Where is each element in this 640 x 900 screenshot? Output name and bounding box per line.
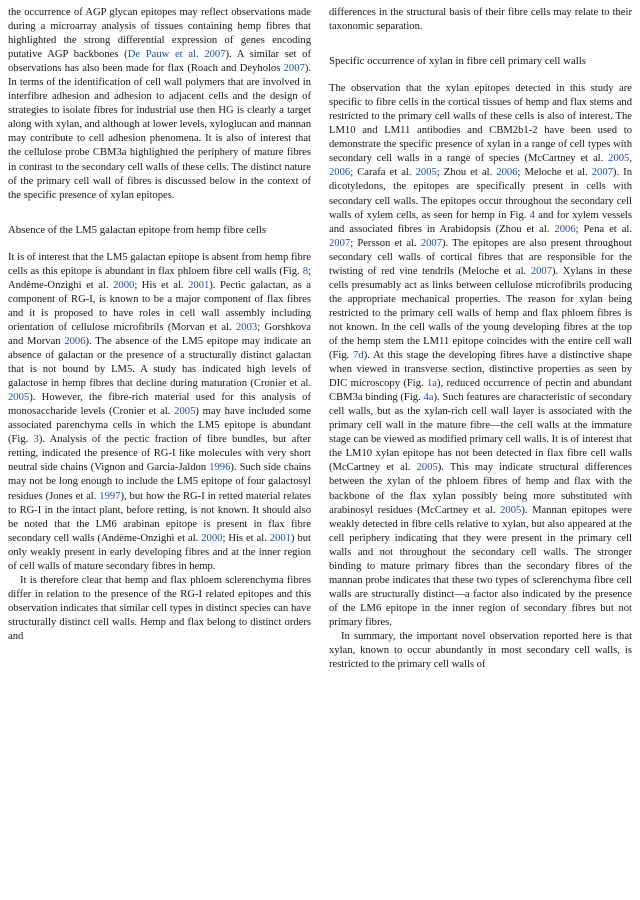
citation-link[interactable]: 2006 [329,167,351,179]
section-heading: Specific occurrence of xylan in fibre cell primary cell walls [329,55,586,68]
citation-link[interactable]: 2007 [591,167,613,179]
citation-link[interactable]: 2006 [554,223,576,235]
citation-link[interactable]: 2001 [269,532,291,544]
citation-link[interactable]: 2001 [188,279,210,291]
citation-link[interactable]: 2007 [530,265,552,277]
citation-link[interactable]: 1a [426,378,437,390]
citation-link[interactable]: 1996 [209,462,231,474]
paragraph: the occurrence of AGP glycan epitopes may reflect observations made during a microarray analysis of tissues containing hemp fibres that highlighted the strong differential expression of genes encoding putative AGP backbones (De Pauw et al. 2007). A similar set of observations has also been made for flax (Roach and Deyholos 2007). In terms of the identification of cell wall polymers that are involved in interfibre adhesion and adhesion to adjacent cells and the design of strategies to isolate fibres for industrial use then HG is clearly a target along with xylan, and although at lower levels, xyloglucan and mannan may contribute to cell adhesion phenomena. It is also of interest that the cellulose probe CBM3a highlighted the periphery of mature fibres in contrast to the secondary cell walls of these cells. The distinct nature of the primary cell wall of fibres is discussed below in the context of the specific presence of xylan epitopes. [8,7,311,201]
section-heading: Absence of the LM5 galactan epitope from hemp fibre cells [8,223,267,236]
citation-link[interactable]: 2005 [608,153,630,165]
citation-link[interactable]: 2005 [500,504,522,516]
citation-link[interactable]: 1997 [99,490,121,502]
citation-link[interactable]: De Pauw et al. 2007 [127,49,226,61]
citation-link[interactable]: 8 [302,265,309,277]
citation-link[interactable]: 2000 [113,279,135,291]
citation-link[interactable]: 2006 [496,167,518,179]
citation-link[interactable]: 2005 [8,392,30,404]
paragraph: The observation that the xylan epitopes detected in this study are specific to fibre cells in the cortical tissues of hemp and flax stems and restricted to the primary cell walls of these cells is also of interest. The LM10 and LM11 antibodies and CBM2b1-2 have been used to demonstrate the specific presence of xylan in a range of cell types with secondary cell walls in a range of species (McCartney et al. 2005, 2006; Carafa et al. 2005; Zhou et al. 2006; Meloche et al. 2007). In dicotyledons, the epitopes are specifically present in cells with secondary cell walls. The epitopes occur throughout the secondary cell walls of xylem cells, as seen for hemp in Fig. 4 and for xylem vessels and associated fibres in Arabidopsis (Zhou et al. 2006; Pena et al. 2007; Persson et al. 2007). The epitopes are also present throughout secondary cell walls of cortical fibres that are responsible for the twisting of red vine tendrils (Meloche et al. 2007). Xylans in these cells presumably act as links between cellulose microfibrils producing the appropriate mechanical properties. The reason for xylan being restricted to the primary cell walls of hemp and flax phloem fibres is not known. In the cell walls of the young developing fibres at the top of the hemp stem the LM11 epitope coincides with the entire cell wall (Fig. 7d). At this stage the developing fibres have a distinctive shape when viewed in transverse section, distinctive properties as seen by DIC microscopy (Fig. 1a), reduced occurrence of pectin and abundant CBM3a binding (Fig. 4a). Such features are characteristic of secondary cell walls, but as the xylan-rich cell wall layer is associated with the primary cell wall in the mature fibre—the cell walls at the immature stage can be viewed as modified primary cell walls. It is of interest that the LM10 xylan epitope has not been detected in flax fibre cell walls (McCartney et al. 2005). This may indicate structural differences between the xylan of the phloem fibres of hemp and flax with the backbone of the flax xylan possibly being more substituted with arabinosyl residues (McCartney et al. 2005). Mannan epitopes were weakly detected in fibre cells relative to xylan, but also appeared at the cell periphery indicating that they were present in the primary cell walls and not throughout the secondary cell walls. The stronger binding to mature primary fibres than the secondary fibres of the mannan probe indicates that these two types of sclerenchyma fibre cell walls are structurally distinct—a factor also indicated by the presence of the LM6 epitope in the inner region of secondary fibres but not primary fibres. [329,83,633,628]
paragraph: It is therefore clear that hemp and flax phloem sclerenchyma fibres differ in relation to the presence of the RG-I related epitopes and this observation indicates that similar cell types in distinct species can have structurally distinct cell walls. Hemp and flax belong to distinct orders and [8,574,311,642]
citation-link[interactable]: 2005 [174,406,196,418]
citation-link[interactable]: 2006 [64,335,86,347]
citation-link[interactable]: 2000 [201,532,223,544]
right-column [329,6,632,900]
citation-link[interactable]: 2005 [416,462,438,474]
citation-link[interactable]: 2005 [415,167,437,179]
paragraph: It is of interest that the LM5 galactan epitope is absent from hemp fibre cells as this epitope is abundant in flax phloem fibre cell walls (Fig. 8; Andème-Onzighi et al. 2000; His et al. 2001). Pectic galactan, as a component of RG-I, is known to be a major component of flax fibres and it is proposed to have roles in cell wall assembly including orientation of cellulose microfibrils (Morvan et al. 2003; Gorshkova and Morvan 2006). The absence of the LM5 epitope may indicate an absence of galactan or the presence of a structurally distinct galactan that is not bound by LM5. A study has indicated high levels of galactose in hemp fibres that decline during maturation (Cronier et al. 2005). However, the fibre-rich material used for this analysis of monosaccharide levels (Cronier et al. 2005) may have included some associated parenchyma cells in which the LM5 epitope is abundant (Fig. 3). Analysis of the pectic fraction of fibre bundles, but after retting, indicated the presence of RG-I like molecules with very short neutral side chains (Vignon and Garcia-Jaldon 1996). Such side chains may not be long enough to include the LM5 epitope of four galactosyl residues (Jones et al. 1997), but how the RG-I in retted material relates to RG-I in the intact plant, before retting, is not known. It should also be noted that the LM6 arabinan epitope is present in flax fibre secondary cell walls (Andème-Onzighi et al. 2000; His et al. 2001) but only weakly present in early developing fibres and at the inner region of cell walls of mature secondary fibres in hemp. [8,251,312,572]
citation-link[interactable]: 3 [33,434,39,446]
citation-link[interactable]: 2007 [329,237,351,249]
paragraph: differences in the structural basis of their fibre cells may relate to their taxonomic separation. [329,7,632,33]
citation-link[interactable]: 2007 [283,63,305,75]
citation-link[interactable]: 2007 [420,237,442,249]
left-column [8,6,311,900]
citation-link[interactable]: 2003 [236,321,258,333]
citation-link[interactable]: 4a [423,392,434,404]
citation-link[interactable]: 7d [353,350,364,362]
citation-link[interactable]: 4 [529,209,535,221]
paragraph: In summary, the important novel observation reported here is that xylan, known to occur abundantly in most secondary cell walls, is restricted to the primary cell walls of [329,630,632,671]
